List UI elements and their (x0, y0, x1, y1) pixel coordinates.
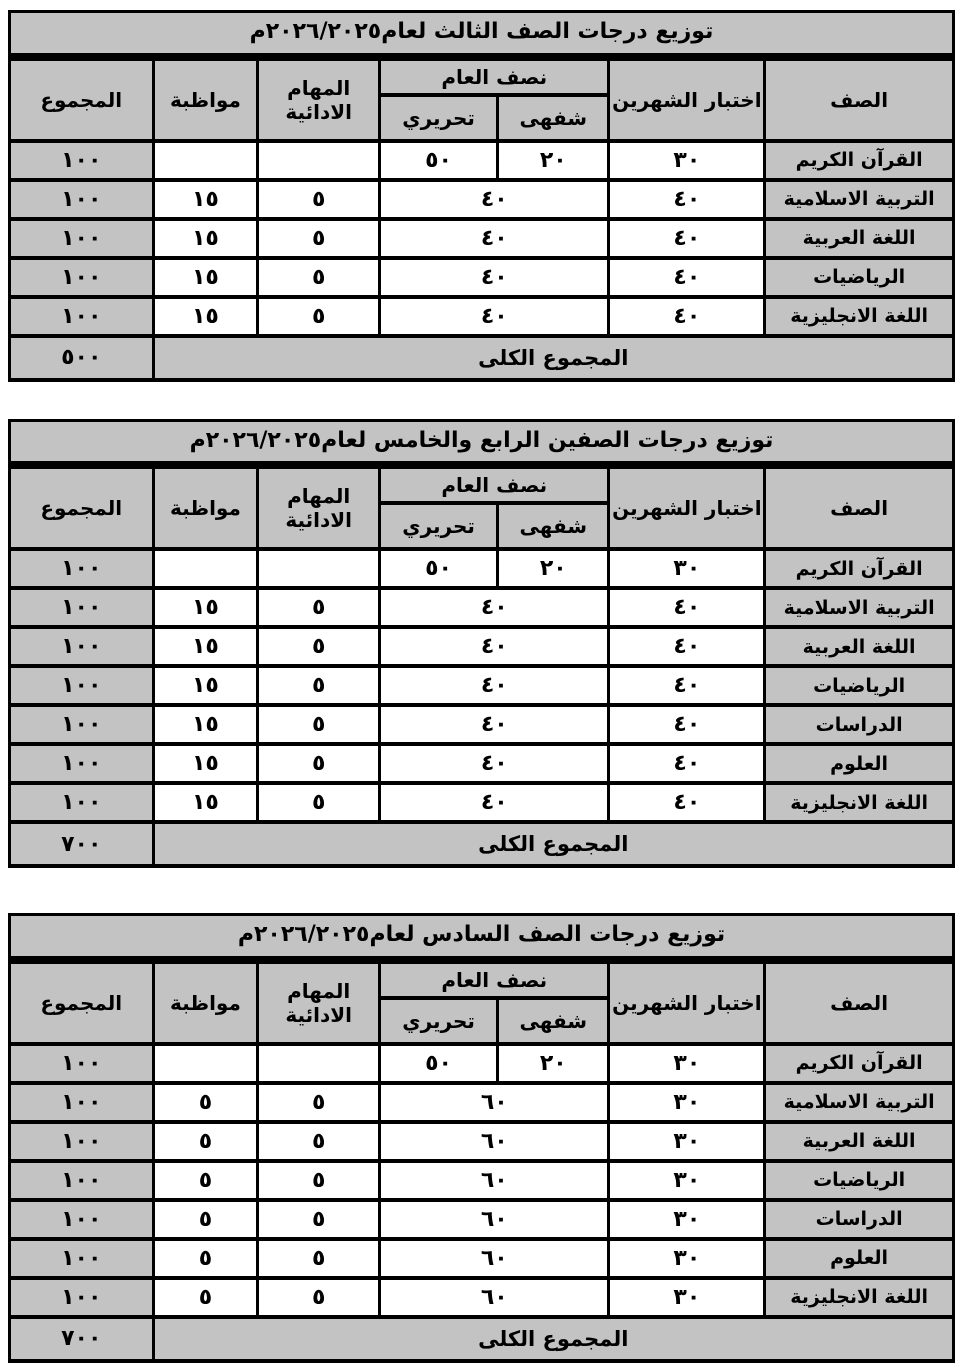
bimonthly-exam-score: ٤٠ (609, 588, 765, 627)
attendance-score: ٥ (153, 1200, 258, 1239)
total-score: ١٠٠ (10, 1083, 154, 1122)
performance-tasks-score (258, 1044, 380, 1083)
header-row-1 (10, 59, 954, 95)
attendance-score: ١٥ (153, 705, 258, 744)
attendance-score: ١٥ (153, 219, 258, 258)
bimonthly-exam-score: ٣٠ (609, 1278, 765, 1317)
total-score: ١٠٠ (10, 666, 154, 705)
bimonthly-exam-score: ٤٠ (609, 258, 765, 297)
col-header-total: المجموع (10, 467, 154, 549)
header-row-1 (10, 467, 954, 503)
attendance-score (153, 141, 258, 180)
midyear-score: ٦٠ (380, 1083, 609, 1122)
attendance-score: ٥ (153, 1122, 258, 1161)
bimonthly-exam-score: ٣٠ (609, 1044, 765, 1083)
performance-tasks-score: ٥ (258, 258, 380, 297)
subject-row (10, 297, 954, 336)
total-score: ١٠٠ (10, 180, 154, 219)
oral-score: ٢٠ (498, 1044, 609, 1083)
table-title: توزيع درجات الصف السادس لعام٢٠٢٦/٢٠٢٥م (8, 913, 955, 960)
total-score: ١٠٠ (10, 783, 154, 822)
bimonthly-exam-score: ٣٠ (609, 1122, 765, 1161)
col-header-midyear: نصف العام (380, 59, 609, 95)
grand-total-value: ٥٠٠ (10, 336, 154, 380)
subject-row (10, 627, 954, 666)
midyear-score: ٦٠ (380, 1200, 609, 1239)
attendance-score (153, 549, 258, 588)
written-score: ٥٠ (380, 1044, 498, 1083)
col-header-subject: الصف (765, 962, 954, 1044)
col-header-bimonthly-exam: اختبار الشهرين (609, 962, 765, 1044)
col-header-total: المجموع (10, 962, 154, 1044)
performance-tasks-score: ٥ (258, 219, 380, 258)
midyear-score: ٤٠ (380, 666, 609, 705)
table-title: توزيع درجات الصفين الرابع والخامس لعام٢٠٢٦/٢٠٢٥م (8, 419, 955, 466)
total-score: ١٠٠ (10, 1161, 154, 1200)
subject-cell: العلوم (765, 744, 954, 783)
scores-table (8, 465, 955, 868)
bimonthly-exam-score: ٣٠ (609, 1083, 765, 1122)
grade-distribution-table-grade6 (8, 913, 955, 1363)
bimonthly-exam-score: ٣٠ (609, 1161, 765, 1200)
subject-row (10, 1044, 954, 1083)
subject-cell: اللغة الانجليزية (765, 297, 954, 336)
grand-total-row (10, 822, 954, 866)
performance-tasks-score: ٥ (258, 297, 380, 336)
subject-row (10, 258, 954, 297)
subject-row (10, 141, 954, 180)
table-header (10, 467, 954, 549)
col-header-subject: الصف (765, 59, 954, 141)
total-score: ١٠٠ (10, 141, 154, 180)
midyear-score: ٦٠ (380, 1122, 609, 1161)
subject-cell: الرياضيات (765, 258, 954, 297)
bimonthly-exam-score: ٤٠ (609, 666, 765, 705)
subject-cell: الرياضيات (765, 1161, 954, 1200)
subject-row (10, 1239, 954, 1278)
attendance-score: ٥ (153, 1278, 258, 1317)
performance-tasks-score: ٥ (258, 627, 380, 666)
grand-total-row (10, 1317, 954, 1361)
grand-total-value: ٧٠٠ (10, 1317, 154, 1361)
subject-row (10, 783, 954, 822)
performance-tasks-score (258, 141, 380, 180)
subject-row (10, 744, 954, 783)
total-score: ١٠٠ (10, 1122, 154, 1161)
grand-total-value: ٧٠٠ (10, 822, 154, 866)
attendance-score: ١٥ (153, 180, 258, 219)
midyear-score: ٤٠ (380, 627, 609, 666)
subject-cell: القرآن الكريم (765, 549, 954, 588)
bimonthly-exam-score: ٤٠ (609, 705, 765, 744)
subject-row (10, 1122, 954, 1161)
bimonthly-exam-score: ٤٠ (609, 627, 765, 666)
subject-row (10, 1200, 954, 1239)
total-score: ١٠٠ (10, 1239, 154, 1278)
table-header (10, 59, 954, 141)
performance-tasks-score: ٥ (258, 1200, 380, 1239)
bimonthly-exam-score: ٣٠ (609, 1200, 765, 1239)
performance-tasks-score: ٥ (258, 783, 380, 822)
grand-total-row (10, 336, 954, 380)
total-score: ١٠٠ (10, 297, 154, 336)
col-header-written: تحريري (380, 95, 498, 141)
subject-row (10, 705, 954, 744)
performance-tasks-score: ٥ (258, 1239, 380, 1278)
attendance-score: ١٥ (153, 783, 258, 822)
midyear-score: ٤٠ (380, 258, 609, 297)
subject-cell: التربية الاسلامية (765, 180, 954, 219)
total-score: ١٠٠ (10, 705, 154, 744)
attendance-score: ١٥ (153, 627, 258, 666)
performance-tasks-score: ٥ (258, 1278, 380, 1317)
midyear-score: ٤٠ (380, 219, 609, 258)
subject-cell: اللغة العربية (765, 1122, 954, 1161)
midyear-score: ٤٠ (380, 297, 609, 336)
col-header-total: المجموع (10, 59, 154, 141)
col-header-bimonthly-exam: اختبار الشهرين (609, 59, 765, 141)
attendance-score: ١٥ (153, 666, 258, 705)
col-header-written: تحريري (380, 503, 498, 549)
subject-row (10, 1083, 954, 1122)
bimonthly-exam-score: ٤٠ (609, 783, 765, 822)
midyear-score: ٦٠ (380, 1161, 609, 1200)
oral-score: ٢٠ (498, 549, 609, 588)
performance-tasks-score: ٥ (258, 666, 380, 705)
col-header-oral: شفهى (498, 95, 609, 141)
attendance-score: ١٥ (153, 744, 258, 783)
midyear-score: ٤٠ (380, 705, 609, 744)
total-score: ١٠٠ (10, 1278, 154, 1317)
col-header-oral: شفهى (498, 503, 609, 549)
subject-cell: اللغة الانجليزية (765, 783, 954, 822)
subject-row (10, 219, 954, 258)
subject-row (10, 588, 954, 627)
midyear-score: ٤٠ (380, 783, 609, 822)
bimonthly-exam-score: ٤٠ (609, 744, 765, 783)
attendance-score: ٥ (153, 1161, 258, 1200)
oral-score: ٢٠ (498, 141, 609, 180)
written-score: ٥٠ (380, 141, 498, 180)
bimonthly-exam-score: ٣٠ (609, 141, 765, 180)
col-header-bimonthly-exam: اختبار الشهرين (609, 467, 765, 549)
performance-tasks-score: ٥ (258, 1161, 380, 1200)
table-body (10, 549, 954, 866)
col-header-attendance: مواظبة (153, 59, 258, 141)
header-row-1 (10, 962, 954, 998)
col-header-performance-tasks: المهام الادائية (258, 467, 380, 549)
total-score: ١٠٠ (10, 1200, 154, 1239)
subject-row (10, 1161, 954, 1200)
col-header-subject: الصف (765, 467, 954, 549)
subject-row (10, 180, 954, 219)
performance-tasks-score: ٥ (258, 1083, 380, 1122)
col-header-performance-tasks: المهام الادائية (258, 962, 380, 1044)
attendance-score: ١٥ (153, 258, 258, 297)
performance-tasks-score: ٥ (258, 588, 380, 627)
col-header-performance-tasks: المهام الادائية (258, 59, 380, 141)
grand-total-label: المجموع الكلى (153, 336, 953, 380)
total-score: ١٠٠ (10, 744, 154, 783)
midyear-score: ٦٠ (380, 1278, 609, 1317)
written-score: ٥٠ (380, 549, 498, 588)
subject-cell: التربية الاسلامية (765, 588, 954, 627)
bimonthly-exam-score: ٣٠ (609, 1239, 765, 1278)
table-header (10, 962, 954, 1044)
bimonthly-exam-score: ٣٠ (609, 549, 765, 588)
attendance-score: ٥ (153, 1083, 258, 1122)
subject-cell: اللغة الانجليزية (765, 1278, 954, 1317)
midyear-score: ٤٠ (380, 180, 609, 219)
total-score: ١٠٠ (10, 627, 154, 666)
bimonthly-exam-score: ٤٠ (609, 297, 765, 336)
subject-cell: القرآن الكريم (765, 141, 954, 180)
performance-tasks-score: ٥ (258, 705, 380, 744)
attendance-score: ١٥ (153, 297, 258, 336)
grand-total-label: المجموع الكلى (153, 822, 953, 866)
grade-distribution-table-grade3 (8, 10, 955, 382)
performance-tasks-score: ٥ (258, 1122, 380, 1161)
attendance-score: ١٥ (153, 588, 258, 627)
subject-cell: الدراسات (765, 1200, 954, 1239)
performance-tasks-score (258, 549, 380, 588)
subject-cell: الدراسات (765, 705, 954, 744)
attendance-score (153, 1044, 258, 1083)
total-score: ١٠٠ (10, 1044, 154, 1083)
bimonthly-exam-score: ٤٠ (609, 180, 765, 219)
col-header-midyear: نصف العام (380, 467, 609, 503)
subject-row (10, 549, 954, 588)
subject-cell: الرياضيات (765, 666, 954, 705)
attendance-score: ٥ (153, 1239, 258, 1278)
total-score: ١٠٠ (10, 219, 154, 258)
col-header-attendance: مواظبة (153, 962, 258, 1044)
total-score: ١٠٠ (10, 258, 154, 297)
grand-total-label: المجموع الكلى (153, 1317, 953, 1361)
total-score: ١٠٠ (10, 588, 154, 627)
col-header-oral: شفهى (498, 998, 609, 1044)
table-body (10, 141, 954, 380)
subject-row (10, 1278, 954, 1317)
performance-tasks-score: ٥ (258, 180, 380, 219)
midyear-score: ٤٠ (380, 744, 609, 783)
subject-cell: اللغة العربية (765, 627, 954, 666)
table-body (10, 1044, 954, 1361)
midyear-score: ٦٠ (380, 1239, 609, 1278)
grade-distribution-table-grades4-5 (8, 419, 955, 869)
scores-table (8, 960, 955, 1363)
subject-cell: القرآن الكريم (765, 1044, 954, 1083)
col-header-attendance: مواظبة (153, 467, 258, 549)
bimonthly-exam-score: ٤٠ (609, 219, 765, 258)
total-score: ١٠٠ (10, 549, 154, 588)
table-title: توزيع درجات الصف الثالث لعام٢٠٢٦/٢٠٢٥م (8, 10, 955, 57)
subject-row (10, 666, 954, 705)
midyear-score: ٤٠ (380, 588, 609, 627)
subject-cell: اللغة العربية (765, 219, 954, 258)
col-header-midyear: نصف العام (380, 962, 609, 998)
subject-cell: العلوم (765, 1239, 954, 1278)
scores-table (8, 57, 955, 382)
performance-tasks-score: ٥ (258, 744, 380, 783)
subject-cell: التربية الاسلامية (765, 1083, 954, 1122)
col-header-written: تحريري (380, 998, 498, 1044)
